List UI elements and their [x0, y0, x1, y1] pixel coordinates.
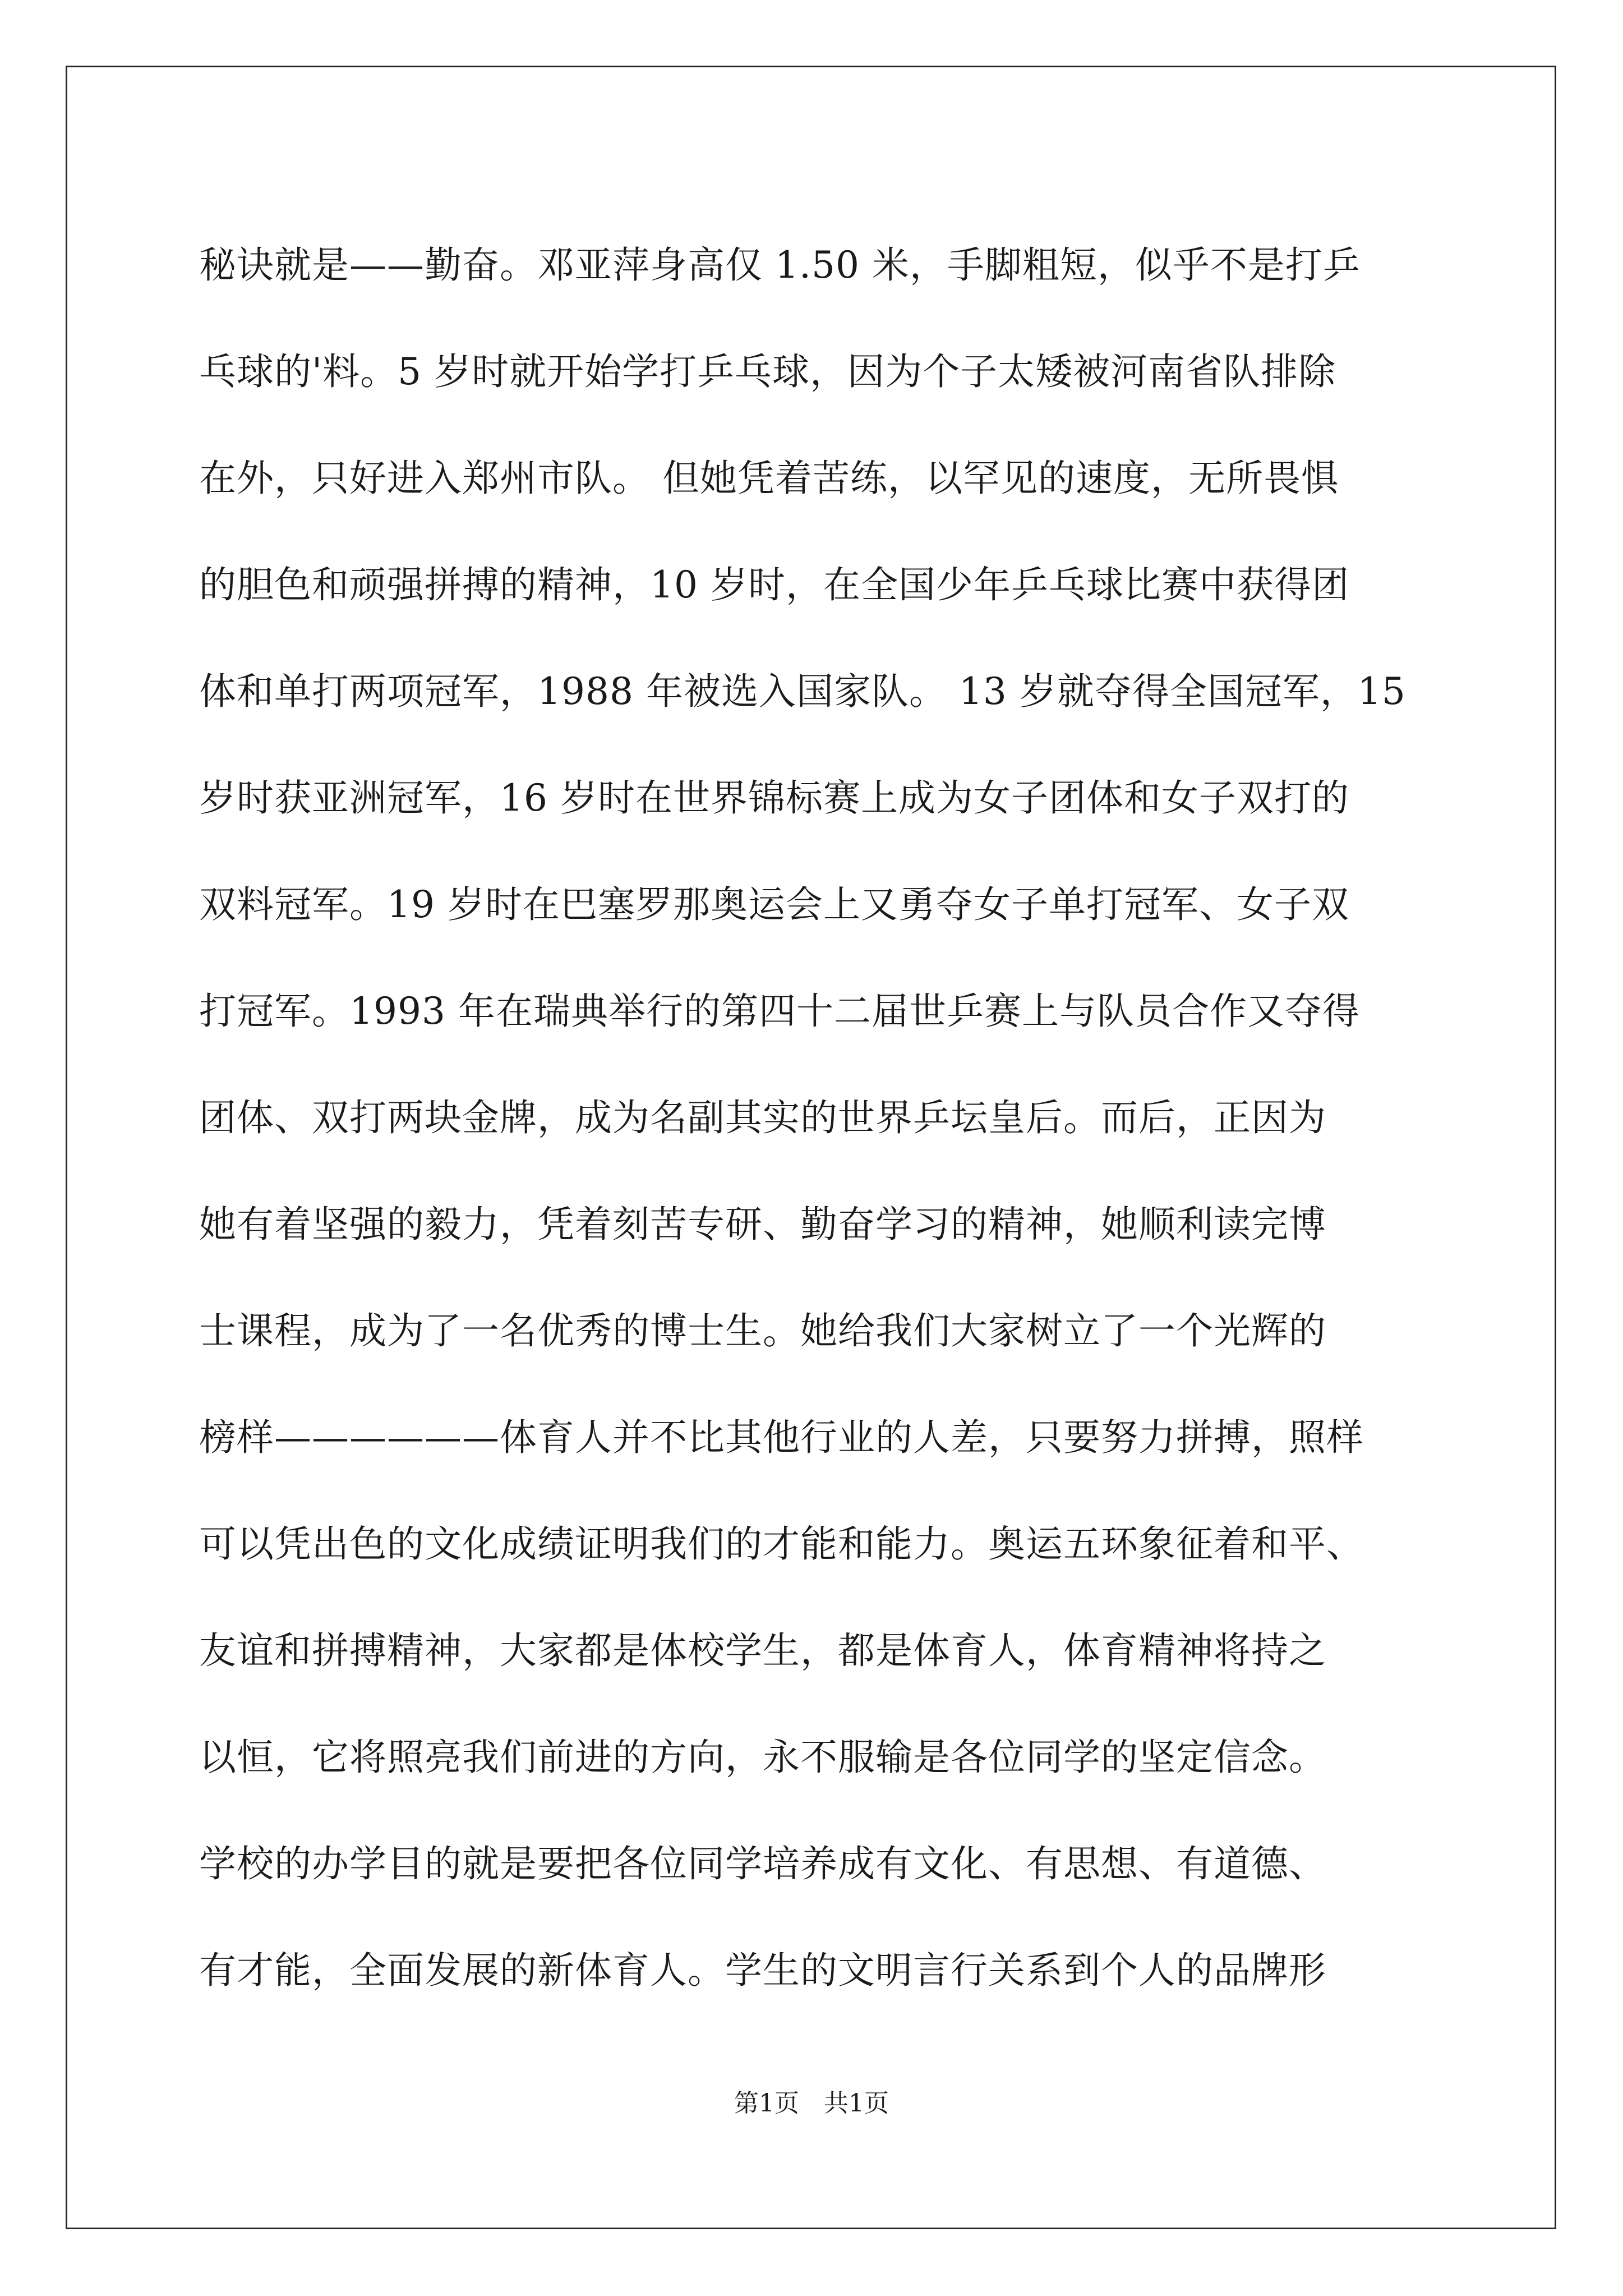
text-line: 岁时获亚洲冠军，16 岁时在世界锦标赛上成为女子团体和女子双打的 — [199, 776, 1349, 820]
text-line: 以恒，它将照亮我们前进的方向，永不服输是各位同学的坚定信念。 — [199, 1736, 1326, 1779]
text-line: 乓球的'料。5 岁时就开始学打乒乓球，因为个子太矮被河南省队排除 — [199, 350, 1336, 393]
text-line: 团体、双打两块金牌，成为名副其实的世界乒坛皇后。而后，正因为 — [199, 1096, 1326, 1139]
text-line: 可以凭出色的文化成绩证明我们的才能和能力。奥运五环象征着和平、 — [199, 1522, 1364, 1566]
text-line: 双料冠军。19 岁时在巴塞罗那奥运会上又勇夺女子单打冠军、女子双 — [199, 883, 1349, 926]
text-line: 秘诀就是——勤奋。邓亚萍身高仅 1.50 米，手脚粗短，似乎不是打乒 — [199, 243, 1361, 287]
document-body — [199, 212, 1461, 2024]
text-line: 体和单打两项冠军，1988 年被选入国家队。 13 岁就夺得全国冠军，15 — [199, 670, 1406, 713]
page-number-footer: 第1页 共1页 — [734, 2089, 889, 2118]
text-line: 友谊和拼搏精神，大家都是体校学生，都是体育人，体育精神将持之 — [199, 1629, 1326, 1672]
text-line: 打冠军。1993 年在瑞典举行的第四十二届世乒赛上与队员合作又夺得 — [199, 990, 1360, 1033]
text-line: 她有着坚强的毅力，凭着刻苦专研、勤奋学习的精神，她顺利读完博 — [199, 1203, 1326, 1246]
text-line: 在外，只好进入郑州市队。 但她凭着苦练，以罕见的速度，无所畏惧 — [199, 457, 1339, 500]
text-line: 士课程，成为了一名优秀的博士生。她给我们大家树立了一个光辉的 — [199, 1309, 1326, 1352]
text-line: 榜样——————体育人并不比其他行业的人差，只要努力拼搏，照样 — [199, 1416, 1364, 1459]
text-line: 有才能，全面发展的新体育人。学生的文明言行关系到个人的品牌形 — [199, 1949, 1326, 1992]
text-line: 的胆色和顽强拼搏的精神，10 岁时，在全国少年乒乓球比赛中获得团 — [199, 563, 1349, 606]
text-line: 学校的办学目的就是要把各位同学培养成有文化、有思想、有道德、 — [199, 1842, 1326, 1885]
